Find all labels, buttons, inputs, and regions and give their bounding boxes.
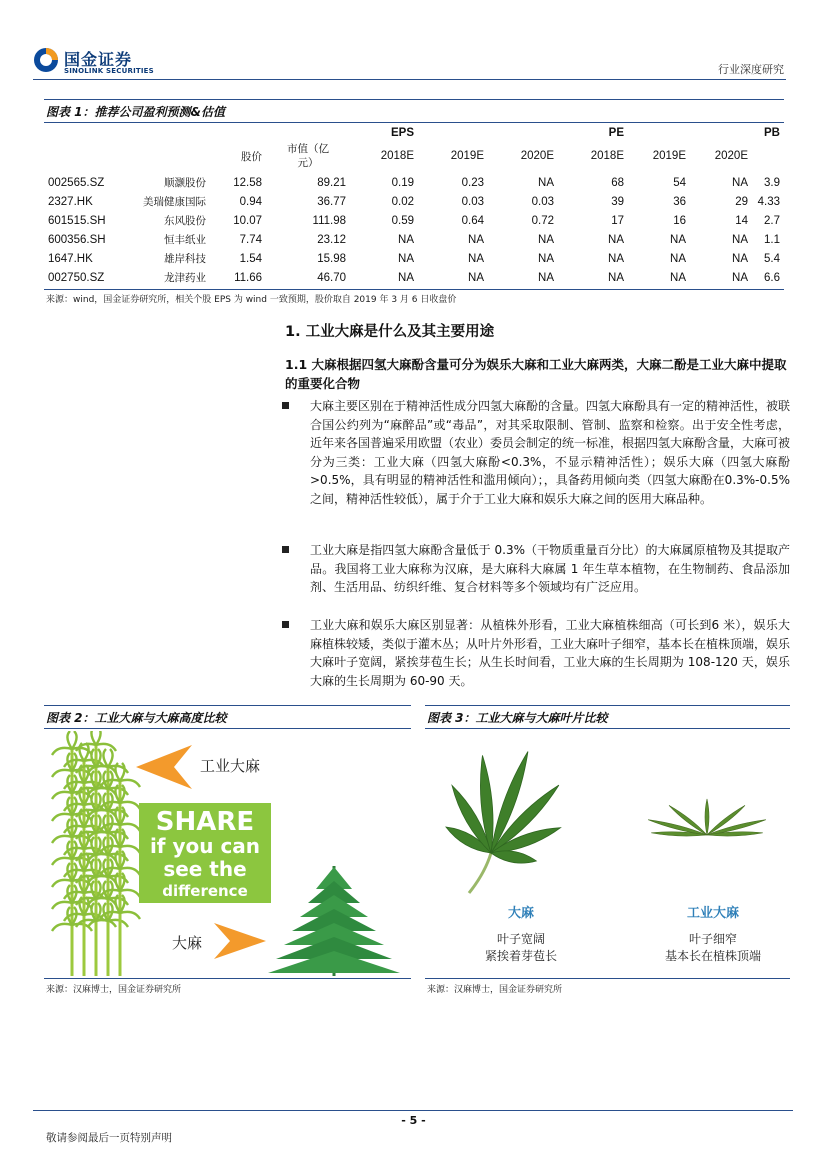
share-line-2: if you can [149, 834, 261, 858]
figure2-bottom-rule [44, 978, 411, 979]
figure3-title-rule [425, 728, 790, 729]
cell-pb: 1.1 [764, 233, 780, 246]
cell-name: 雄岸科技 [164, 253, 206, 265]
cell-eps20: NA [538, 271, 554, 284]
figure1-top-rule [44, 99, 784, 100]
wide-leaf-desc-2: 紧挨着芽苞长 [484, 949, 558, 963]
cell-pe19: 54 [673, 176, 686, 189]
cell-name: 龙津药业 [164, 272, 206, 284]
narrow-leaf-illustration [648, 799, 766, 836]
cell-price: 11.66 [234, 271, 262, 284]
cell-price: 1.54 [239, 252, 262, 265]
cell-pe19: NA [670, 271, 686, 284]
column-header-row [44, 142, 784, 170]
cell-eps19: NA [468, 233, 484, 246]
label-industrial-hemp: 工业大麻 [200, 757, 261, 775]
figure2-image [44, 731, 411, 976]
cell-eps20: 0.03 [531, 195, 554, 208]
cell-pe20: 14 [735, 214, 748, 227]
cell-eps18: NA [398, 252, 414, 265]
cell-pe20: 29 [735, 195, 748, 208]
cell-mcap: 111.98 [312, 214, 346, 227]
narrow-leaf-desc-2: 基本长在植株顶端 [664, 949, 762, 963]
table-row [44, 211, 784, 230]
cell-code: 002565.SZ [48, 176, 105, 189]
figure2-title: 图表 2：工业大麻与大麻高度比较 [46, 711, 227, 725]
figure2-title-rule [44, 728, 411, 729]
col-header-eps-2018: 2018E [380, 150, 414, 162]
col-header-eps-2019: 2019E [450, 150, 484, 162]
page-number: - 5 - [401, 1114, 426, 1127]
cell-eps18: NA [398, 233, 414, 246]
cell-pb: 5.4 [764, 252, 780, 265]
figure1-bottom-rule [44, 289, 784, 290]
wide-leaf-label: 大麻 [507, 906, 535, 921]
cell-code: 1647.HK [48, 252, 93, 265]
logo-english-name: SINOLINK SECURITIES [64, 67, 154, 75]
group-header-row [44, 123, 784, 142]
cell-pb: 4.33 [757, 195, 780, 208]
cell-eps18: NA [398, 271, 414, 284]
share-line-4: difference [162, 882, 248, 900]
cell-price: 0.94 [239, 195, 262, 208]
bullet-square-icon [282, 546, 289, 553]
figure1-source: 来源：wind，国金证券研究所，相关个股 EPS 为 wind 一致预期，股价取自 2019 年 3 月 6 日收盘价 [46, 295, 457, 305]
cell-pe18: NA [608, 252, 624, 265]
wide-leaf-desc-1: 叶子宽阔 [496, 932, 546, 946]
cell-eps18: 0.19 [391, 176, 414, 189]
cell-pb: 2.7 [764, 214, 780, 227]
narrow-leaf-label: 工业大麻 [686, 906, 740, 921]
col-header-eps-2020: 2020E [520, 150, 554, 162]
bullet-square-icon [282, 402, 289, 409]
cell-mcap: 89.21 [317, 176, 346, 189]
cell-price: 10.07 [233, 214, 262, 227]
industrial-hemp-plants-illustration [52, 731, 140, 976]
cell-eps19: 0.03 [461, 195, 484, 208]
cell-eps19: NA [468, 271, 484, 284]
figure2-top-rule [44, 705, 411, 706]
cell-eps20: NA [538, 233, 554, 246]
cell-eps19: 0.64 [461, 214, 484, 227]
cell-name: 恒丰纸业 [164, 234, 206, 246]
figure1-title: 图表 1：推荐公司盈利预测&估值 [46, 105, 225, 119]
col-header-pe-2019: 2019E [652, 150, 686, 162]
cell-code: 600356.SH [48, 233, 106, 246]
bullet-item [282, 541, 790, 597]
cell-pe20: NA [732, 252, 748, 265]
section-title: 1. 工业大麻是什么及其主要用途 [285, 324, 495, 340]
cell-pe20: NA [732, 176, 748, 189]
disclaimer-note: 敬请参阅最后一页特别声明 [46, 1132, 172, 1144]
arrow-right-orange-icon [214, 923, 266, 959]
figure3-bottom-rule [425, 978, 790, 979]
col-header-price: 股价 [241, 150, 262, 163]
cell-eps19: NA [468, 252, 484, 265]
bullet-text: 工业大麻是指四氢大麻酚含量低于 0.3%（干物质重量百分比）的大麻属原植物及其提取产品。我国将工业大麻称为汉麻，是大麻科大麻属 1 年生草本植物，在生物制药、食品添加剂、生活用品、纺织纤维、复合材料等多个领域均有广泛应用。 [310, 543, 790, 595]
cell-pe18: 68 [611, 176, 624, 189]
cell-pe18: 39 [611, 195, 624, 208]
cell-price: 12.58 [233, 176, 262, 189]
narrow-leaf-desc-1: 叶子细窄 [688, 932, 738, 946]
eps-group-header: EPS [390, 126, 414, 139]
figure3-source: 来源：汉麻博士，国金证券研究所 [427, 985, 563, 995]
cannabis-plant-illustration [268, 866, 400, 976]
figure3-title: 图表 3：工业大麻与大麻叶片比较 [427, 711, 608, 725]
cell-mcap: 36.77 [317, 195, 346, 208]
col-header-pe-2020: 2020E [714, 150, 748, 162]
cell-mcap: 46.70 [317, 271, 346, 284]
cell-pe19: 36 [673, 195, 686, 208]
cell-mcap: 23.12 [317, 233, 346, 246]
cell-eps19: 0.23 [461, 176, 484, 189]
wide-leaf-illustration [446, 752, 561, 893]
table-row [44, 230, 784, 249]
cell-eps20: NA [538, 252, 554, 265]
col-header-mcap: 市值（亿元） [287, 143, 329, 169]
arrow-left-icon [136, 745, 192, 789]
cell-pe19: NA [670, 233, 686, 246]
cell-pe18: NA [608, 271, 624, 284]
figure3-image [425, 731, 790, 976]
cell-pb: 6.6 [764, 271, 780, 284]
label-cannabis: 大麻 [172, 934, 203, 952]
logo-chinese-name: 国金证券 [64, 50, 133, 69]
cell-pe20: NA [732, 271, 748, 284]
cell-eps18: 0.59 [391, 214, 414, 227]
cell-eps20: 0.72 [531, 214, 554, 227]
cell-code: 601515.SH [48, 214, 106, 227]
company-logo-icon [33, 47, 59, 73]
section-subtitle: 1.1 大麻根据四氢大麻酚含量可分为娱乐大麻和工业大麻两类，大麻二酚是工业大麻中提取的重要化合物 [285, 357, 787, 391]
bullet-item [282, 616, 790, 690]
pe-group-header: PE [608, 126, 624, 139]
cell-name: 东风股份 [164, 215, 206, 227]
col-header-pe-2018: 2018E [590, 150, 624, 162]
cell-eps20: NA [538, 176, 554, 189]
cell-pb: 3.9 [764, 176, 780, 189]
cell-code: 2327.HK [48, 195, 93, 208]
arrow-right-icon [262, 921, 266, 927]
bullet-square-icon [282, 621, 289, 628]
cell-pe20: NA [732, 233, 748, 246]
valuation-table [44, 123, 784, 287]
header-divider [33, 79, 786, 80]
pb-group-header: PB [764, 126, 780, 139]
cell-pe19: 16 [673, 214, 686, 227]
share-line-1: SHARE [155, 807, 255, 837]
table-row [44, 249, 784, 268]
cell-name: 美瑞健康国际 [143, 196, 206, 208]
table-row [44, 170, 784, 192]
share-line-3: see the [163, 857, 247, 881]
cell-price: 7.74 [239, 233, 262, 246]
bullet-item [282, 397, 790, 509]
cell-pe18: NA [608, 233, 624, 246]
bullet-text: 工业大麻和娱乐大麻区别显著：从植株外形看，工业大麻植株细高（可长到6 米），娱乐大麻植株较矮，类似于灌木丛；从叶片外形看，工业大麻叶子细窄，基本长在植株顶端，娱乐大麻叶子宽阔，紧挨芽苞生长；从生长时间看，工业大麻的生长周期为 108-120 天，娱乐大麻的生长周期为 60-90 天。 [310, 618, 791, 688]
figure2-source: 来源：汉麻博士，国金证券研究所 [46, 985, 182, 995]
cell-eps18: 0.02 [391, 195, 414, 208]
cell-pe19: NA [670, 252, 686, 265]
table-row [44, 192, 784, 211]
bullet-text: 大麻主要区别在于精神活性成分四氢大麻酚的含量。四氢大麻酚具有一定的精神活性，被联合国公约列为“麻醉品”或“毒品”，对其采取限制、管制、监察和检察。出于安全性考虑，近年来各国普遍采用欧盟（农业）委员会制定的统一标准，根据四氢大麻酚含量，大麻可被分为三类：工业大麻（四氢大麻酚<0.3%，不显示精神活性）；娱乐大麻（四氢大麻酚>0.5%，具有明显的精神活性和滥用倾向）；，具备药用倾向类（四氢大麻酚在0.3%-0.5%之间，精神活性较低），属于介于工业大麻和娱乐大麻之间的医用大麻品种。 [310, 399, 791, 506]
footer-divider [33, 1110, 793, 1111]
cell-name: 顺灏股份 [164, 177, 206, 189]
report-category: 行业深度研究 [718, 63, 784, 76]
figure3-top-rule [425, 705, 790, 706]
cell-mcap: 15.98 [317, 252, 346, 265]
table-row [44, 268, 784, 287]
cell-code: 002750.SZ [48, 271, 105, 284]
cell-pe18: 17 [611, 214, 624, 227]
